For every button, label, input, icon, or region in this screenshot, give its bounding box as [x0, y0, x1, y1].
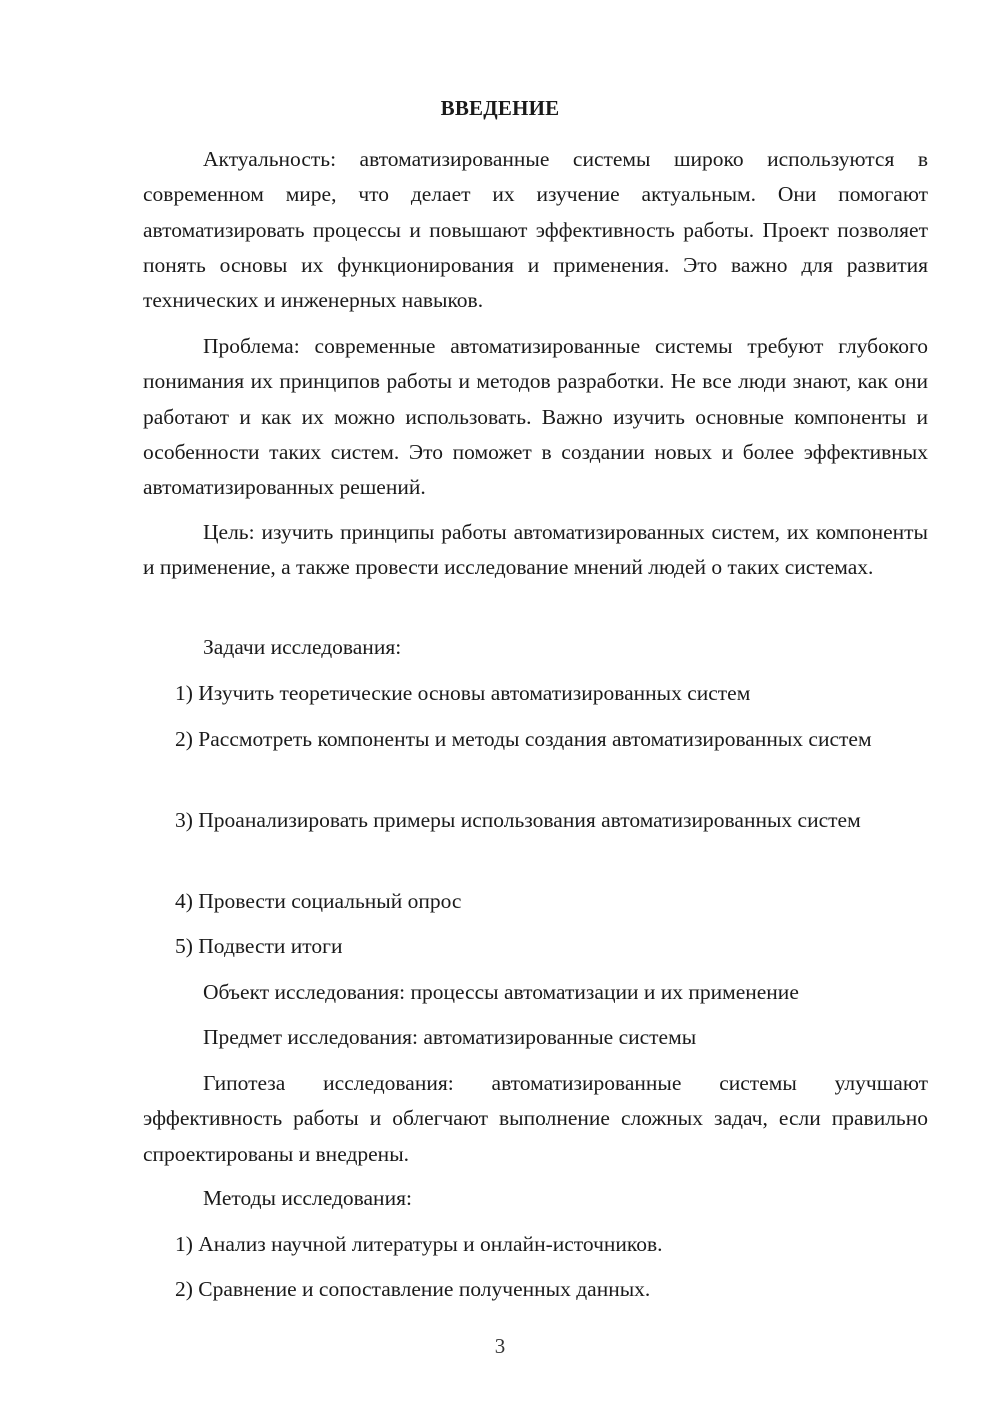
- paragraph-goal: Цель: изучить принципы работы автоматизированных систем, их компоненты и применение, а также провести исследование мнений людей о таких системах.: [143, 520, 928, 580]
- task-item-4: 4) Провести социальный опрос: [175, 889, 462, 913]
- paragraph-object: Объект исследования: процессы автоматизации и их применение: [203, 980, 799, 1004]
- task-item-5: 5) Подвести итоги: [175, 934, 343, 958]
- method-item-1: 1) Анализ научной литературы и онлайн-источников.: [175, 1232, 663, 1256]
- task-item-3: 3) Проанализировать примеры использования автоматизированных систем: [175, 808, 861, 832]
- page-number: 3: [494, 1334, 506, 1358]
- paragraph-problem: Проблема: современные автоматизированные системы требуют глубокого понимания их принципов работы и методов разработки. Не все люди знают, как они работают и как их можно использовать. Важно изучить основные компоненты и особенности таких систем. Это поможет в создании новых и более эффективных автоматизированных решений.: [143, 334, 928, 500]
- paragraph-hypothesis: Гипотеза исследования: автоматизированные системы улучшают эффективность работы и облегчают выполнение сложных задач, если правильно спроектированы и внедрены.: [143, 1071, 928, 1166]
- method-item-2: 2) Сравнение и сопоставление полученных данных.: [175, 1277, 651, 1301]
- task-item-2: 2) Рассмотреть компоненты и методы создания автоматизированных систем: [175, 727, 872, 751]
- section-heading: ВВЕДЕНИЕ: [440, 96, 560, 120]
- methods-title: Методы исследования:: [203, 1186, 412, 1210]
- paragraph-subject: Предмет исследования: автоматизированные системы: [203, 1025, 697, 1049]
- paragraph-relevance: Актуальность: автоматизированные системы широко используются в современном мире, что делает их изучение актуальным. Они помогают автоматизировать процессы и повышают эффективность работы. Проект позволяет понять основы их функционирования и применения. Это важно для развития технических и инженерных навыков.: [143, 147, 928, 313]
- task-item-1: 1) Изучить теоретические основы автоматизированных систем: [175, 681, 751, 705]
- tasks-title: Задачи исследования:: [203, 635, 402, 659]
